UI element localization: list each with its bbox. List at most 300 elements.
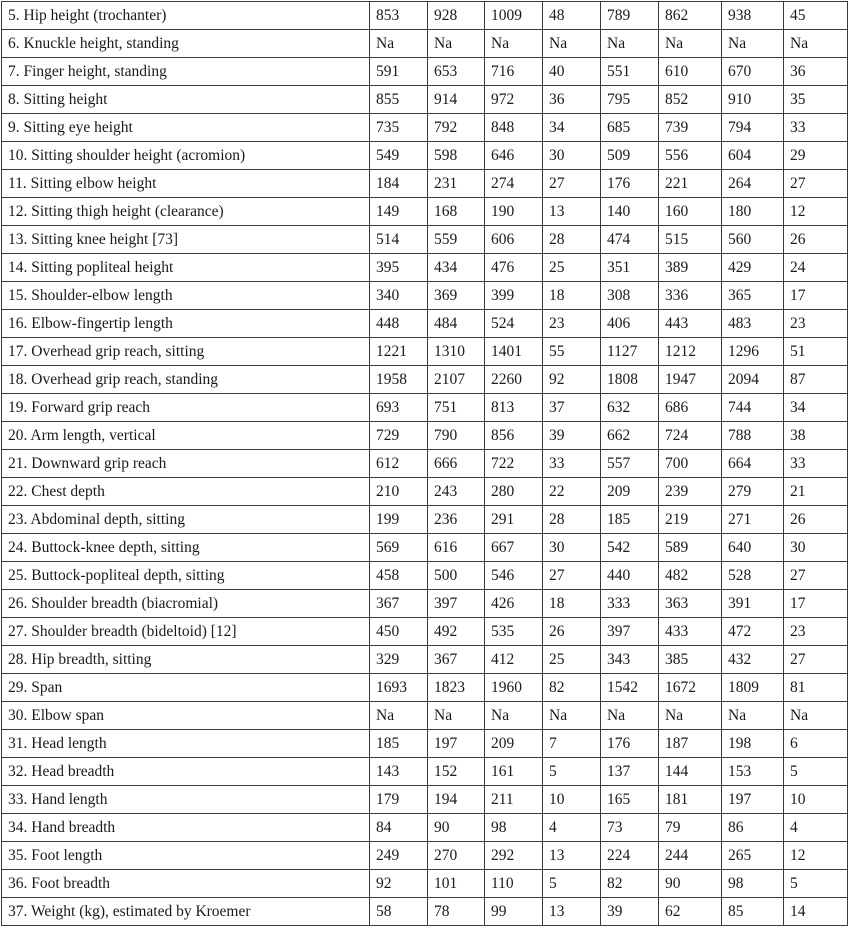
value-cell: 549 (370, 142, 428, 170)
value-cell: 144 (659, 758, 722, 786)
value-cell: 84 (370, 814, 428, 842)
value-cell: 2260 (485, 366, 543, 394)
value-cell: 5 (543, 758, 601, 786)
value-cell: 391 (722, 590, 784, 618)
value-cell: 209 (485, 730, 543, 758)
value-cell: 406 (601, 310, 659, 338)
value-cell: 589 (659, 534, 722, 562)
value-cell: 795 (601, 86, 659, 114)
value-cell: 5 (784, 870, 848, 898)
value-cell: 385 (659, 646, 722, 674)
value-cell: 274 (485, 170, 543, 198)
value-cell: 500 (428, 562, 485, 590)
value-cell: 249 (370, 842, 428, 870)
value-cell: 792 (428, 114, 485, 142)
value-cell: 39 (601, 898, 659, 926)
value-cell: Na (543, 702, 601, 730)
value-cell: 199 (370, 506, 428, 534)
value-cell: 855 (370, 86, 428, 114)
value-cell: 557 (601, 450, 659, 478)
value-cell: 176 (601, 730, 659, 758)
measurement-label: 18. Overhead grip reach, standing (2, 366, 370, 394)
measurement-label: 14. Sitting popliteal height (2, 254, 370, 282)
value-cell: Na (659, 30, 722, 58)
value-cell: 92 (543, 366, 601, 394)
measurement-label: 10. Sitting shoulder height (acromion) (2, 142, 370, 170)
anthropometric-data-table (1, 1, 848, 926)
measurement-label: 16. Elbow-fingertip length (2, 310, 370, 338)
value-cell: 187 (659, 730, 722, 758)
table-row (2, 366, 848, 394)
value-cell: 914 (428, 86, 485, 114)
value-cell: 1947 (659, 366, 722, 394)
measurement-label: 12. Sitting thigh height (clearance) (2, 198, 370, 226)
table-row (2, 394, 848, 422)
value-cell: 744 (722, 394, 784, 422)
value-cell: 181 (659, 786, 722, 814)
value-cell: 910 (722, 86, 784, 114)
value-cell: 340 (370, 282, 428, 310)
value-cell: 143 (370, 758, 428, 786)
value-cell: 25 (543, 646, 601, 674)
value-cell: 210 (370, 478, 428, 506)
table-row (2, 30, 848, 58)
value-cell: 30 (543, 142, 601, 170)
table-row (2, 870, 848, 898)
value-cell: 528 (722, 562, 784, 590)
value-cell: 369 (428, 282, 485, 310)
measurement-label: 20. Arm length, vertical (2, 422, 370, 450)
value-cell: 25 (543, 254, 601, 282)
value-cell: 33 (784, 114, 848, 142)
measurement-label: 17. Overhead grip reach, sitting (2, 338, 370, 366)
measurement-label: 25. Buttock-popliteal depth, sitting (2, 562, 370, 590)
measurement-label: 5. Hip height (trochanter) (2, 2, 370, 30)
value-cell: 82 (601, 870, 659, 898)
value-cell: 666 (428, 450, 485, 478)
value-cell: 1808 (601, 366, 659, 394)
value-cell: 26 (784, 506, 848, 534)
table-row (2, 2, 848, 30)
value-cell: 6 (784, 730, 848, 758)
value-cell: 219 (659, 506, 722, 534)
value-cell: 535 (485, 618, 543, 646)
value-cell: 4 (543, 814, 601, 842)
value-cell: 443 (659, 310, 722, 338)
value-cell: Na (784, 702, 848, 730)
value-cell: 476 (485, 254, 543, 282)
value-cell: 724 (659, 422, 722, 450)
value-cell: 336 (659, 282, 722, 310)
table-body (2, 2, 848, 926)
value-cell: 653 (428, 58, 485, 86)
value-cell: 667 (485, 534, 543, 562)
table-row (2, 898, 848, 926)
table-row (2, 282, 848, 310)
value-cell: 198 (722, 730, 784, 758)
value-cell: 1310 (428, 338, 485, 366)
value-cell: 51 (784, 338, 848, 366)
value-cell: 28 (543, 506, 601, 534)
value-cell: 612 (370, 450, 428, 478)
value-cell: 440 (601, 562, 659, 590)
value-cell: 161 (485, 758, 543, 786)
value-cell: 482 (659, 562, 722, 590)
value-cell: 244 (659, 842, 722, 870)
value-cell: 264 (722, 170, 784, 198)
value-cell: 98 (485, 814, 543, 842)
value-cell: 110 (485, 870, 543, 898)
value-cell: 483 (722, 310, 784, 338)
value-cell: 616 (428, 534, 485, 562)
measurement-label: 13. Sitting knee height [73] (2, 226, 370, 254)
value-cell: 632 (601, 394, 659, 422)
value-cell: 1009 (485, 2, 543, 30)
value-cell: 190 (485, 198, 543, 226)
value-cell: 197 (428, 730, 485, 758)
value-cell: 433 (659, 618, 722, 646)
value-cell: 209 (601, 478, 659, 506)
value-cell: 546 (485, 562, 543, 590)
value-cell: Na (784, 30, 848, 58)
value-cell: 365 (722, 282, 784, 310)
value-cell: 333 (601, 590, 659, 618)
value-cell: 556 (659, 142, 722, 170)
measurement-label: 15. Shoulder-elbow length (2, 282, 370, 310)
measurement-label: 22. Chest depth (2, 478, 370, 506)
value-cell: 397 (601, 618, 659, 646)
table-row (2, 562, 848, 590)
value-cell: 14 (784, 898, 848, 926)
table-row (2, 758, 848, 786)
value-cell: 33 (543, 450, 601, 478)
value-cell: 13 (543, 842, 601, 870)
value-cell: 279 (722, 478, 784, 506)
value-cell: 26 (784, 226, 848, 254)
value-cell: 1542 (601, 674, 659, 702)
value-cell: 18 (543, 590, 601, 618)
value-cell: 265 (722, 842, 784, 870)
value-cell: 399 (485, 282, 543, 310)
value-cell: 18 (543, 282, 601, 310)
value-cell: 33 (784, 450, 848, 478)
value-cell: 5 (784, 758, 848, 786)
value-cell: Na (722, 30, 784, 58)
table-row (2, 170, 848, 198)
value-cell: Na (722, 702, 784, 730)
table-row (2, 338, 848, 366)
value-cell: 856 (485, 422, 543, 450)
value-cell: 1958 (370, 366, 428, 394)
value-cell: 30 (784, 534, 848, 562)
value-cell: 90 (659, 870, 722, 898)
value-cell: 308 (601, 282, 659, 310)
value-cell: 40 (543, 58, 601, 86)
table-row (2, 590, 848, 618)
measurement-label: 28. Hip breadth, sitting (2, 646, 370, 674)
value-cell: 560 (722, 226, 784, 254)
value-cell: 10 (784, 786, 848, 814)
value-cell: 239 (659, 478, 722, 506)
value-cell: 137 (601, 758, 659, 786)
value-cell: 450 (370, 618, 428, 646)
value-cell: 1693 (370, 674, 428, 702)
table-row (2, 114, 848, 142)
value-cell: 30 (543, 534, 601, 562)
measurement-label: 33. Hand length (2, 786, 370, 814)
value-cell: 34 (543, 114, 601, 142)
value-cell: 58 (370, 898, 428, 926)
measurement-label: 27. Shoulder breadth (bideltoid) [12] (2, 618, 370, 646)
value-cell: 751 (428, 394, 485, 422)
value-cell: 412 (485, 646, 543, 674)
table-row (2, 142, 848, 170)
measurement-label: 31. Head length (2, 730, 370, 758)
value-cell: 492 (428, 618, 485, 646)
value-cell: 17 (784, 590, 848, 618)
value-cell: 343 (601, 646, 659, 674)
value-cell: 363 (659, 590, 722, 618)
value-cell: 26 (543, 618, 601, 646)
value-cell: 140 (601, 198, 659, 226)
value-cell: 664 (722, 450, 784, 478)
measurement-label: 9. Sitting eye height (2, 114, 370, 142)
value-cell: 790 (428, 422, 485, 450)
value-cell: 1672 (659, 674, 722, 702)
value-cell: 291 (485, 506, 543, 534)
value-cell: 23 (784, 310, 848, 338)
value-cell: 13 (543, 898, 601, 926)
value-cell: 5 (543, 870, 601, 898)
value-cell: 700 (659, 450, 722, 478)
table-row (2, 422, 848, 450)
value-cell: 29 (784, 142, 848, 170)
value-cell: Na (659, 702, 722, 730)
value-cell: 85 (722, 898, 784, 926)
value-cell: 367 (428, 646, 485, 674)
table-row (2, 478, 848, 506)
value-cell: 23 (543, 310, 601, 338)
value-cell: 271 (722, 506, 784, 534)
value-cell: 99 (485, 898, 543, 926)
table-row (2, 842, 848, 870)
value-cell: 789 (601, 2, 659, 30)
measurement-label: 19. Forward grip reach (2, 394, 370, 422)
value-cell: 729 (370, 422, 428, 450)
value-cell: 686 (659, 394, 722, 422)
value-cell: 90 (428, 814, 485, 842)
table-row (2, 786, 848, 814)
value-cell: 36 (784, 58, 848, 86)
value-cell: 185 (601, 506, 659, 534)
table-row (2, 450, 848, 478)
value-cell: 243 (428, 478, 485, 506)
measurement-label: 6. Knuckle height, standing (2, 30, 370, 58)
value-cell: 149 (370, 198, 428, 226)
value-cell: 4 (784, 814, 848, 842)
value-cell: 176 (601, 170, 659, 198)
value-cell: 55 (543, 338, 601, 366)
value-cell: 716 (485, 58, 543, 86)
value-cell: 101 (428, 870, 485, 898)
value-cell: Na (370, 30, 428, 58)
value-cell: 524 (485, 310, 543, 338)
value-cell: 27 (784, 170, 848, 198)
value-cell: 92 (370, 870, 428, 898)
table-row (2, 86, 848, 114)
value-cell: 73 (601, 814, 659, 842)
value-cell: 10 (543, 786, 601, 814)
value-cell: 37 (543, 394, 601, 422)
value-cell: 852 (659, 86, 722, 114)
value-cell: 48 (543, 2, 601, 30)
value-cell: 2107 (428, 366, 485, 394)
table-row (2, 618, 848, 646)
measurement-label: 29. Span (2, 674, 370, 702)
measurement-label: 7. Finger height, standing (2, 58, 370, 86)
value-cell: Na (485, 30, 543, 58)
value-cell: 280 (485, 478, 543, 506)
value-cell: Na (428, 30, 485, 58)
measurement-label: 26. Shoulder breadth (biacromial) (2, 590, 370, 618)
value-cell: 185 (370, 730, 428, 758)
value-cell: 813 (485, 394, 543, 422)
measurement-label: 23. Abdominal depth, sitting (2, 506, 370, 534)
value-cell: 685 (601, 114, 659, 142)
measurement-label: 35. Foot length (2, 842, 370, 870)
value-cell: 426 (485, 590, 543, 618)
value-cell: 434 (428, 254, 485, 282)
value-cell: 86 (722, 814, 784, 842)
value-cell: 39 (543, 422, 601, 450)
value-cell: 429 (722, 254, 784, 282)
table-row (2, 646, 848, 674)
value-cell: 28 (543, 226, 601, 254)
value-cell: 389 (659, 254, 722, 282)
value-cell: 87 (784, 366, 848, 394)
table-row (2, 702, 848, 730)
value-cell: 270 (428, 842, 485, 870)
value-cell: 1221 (370, 338, 428, 366)
value-cell: 24 (784, 254, 848, 282)
value-cell: Na (370, 702, 428, 730)
measurement-label: 8. Sitting height (2, 86, 370, 114)
value-cell: Na (601, 702, 659, 730)
value-cell: 45 (784, 2, 848, 30)
value-cell: 62 (659, 898, 722, 926)
value-cell: 168 (428, 198, 485, 226)
value-cell: 160 (659, 198, 722, 226)
value-cell: 484 (428, 310, 485, 338)
value-cell: 152 (428, 758, 485, 786)
value-cell: Na (485, 702, 543, 730)
value-cell: 36 (543, 86, 601, 114)
value-cell: 27 (784, 562, 848, 590)
value-cell: 662 (601, 422, 659, 450)
value-cell: 197 (722, 786, 784, 814)
value-cell: Na (601, 30, 659, 58)
value-cell: 432 (722, 646, 784, 674)
value-cell: 606 (485, 226, 543, 254)
table-row (2, 226, 848, 254)
value-cell: 367 (370, 590, 428, 618)
value-cell: 27 (543, 170, 601, 198)
value-cell: 722 (485, 450, 543, 478)
value-cell: 509 (601, 142, 659, 170)
value-cell: 559 (428, 226, 485, 254)
value-cell: 221 (659, 170, 722, 198)
table-row (2, 58, 848, 86)
value-cell: 12 (784, 842, 848, 870)
value-cell: 1401 (485, 338, 543, 366)
measurement-label: 32. Head breadth (2, 758, 370, 786)
value-cell: 474 (601, 226, 659, 254)
value-cell: 351 (601, 254, 659, 282)
value-cell: 292 (485, 842, 543, 870)
value-cell: 670 (722, 58, 784, 86)
measurement-label: 30. Elbow span (2, 702, 370, 730)
table-row (2, 730, 848, 758)
value-cell: 211 (485, 786, 543, 814)
value-cell: 848 (485, 114, 543, 142)
value-cell: 1127 (601, 338, 659, 366)
value-cell: 27 (784, 646, 848, 674)
value-cell: 82 (543, 674, 601, 702)
value-cell: 17 (784, 282, 848, 310)
value-cell: 34 (784, 394, 848, 422)
value-cell: 38 (784, 422, 848, 450)
value-cell: 972 (485, 86, 543, 114)
value-cell: 35 (784, 86, 848, 114)
value-cell: 397 (428, 590, 485, 618)
table-row (2, 506, 848, 534)
value-cell: 739 (659, 114, 722, 142)
value-cell: 591 (370, 58, 428, 86)
measurement-label: 21. Downward grip reach (2, 450, 370, 478)
table-row (2, 534, 848, 562)
value-cell: Na (543, 30, 601, 58)
measurement-label: 34. Hand breadth (2, 814, 370, 842)
value-cell: 598 (428, 142, 485, 170)
value-cell: 693 (370, 394, 428, 422)
value-cell: 79 (659, 814, 722, 842)
value-cell: 794 (722, 114, 784, 142)
value-cell: 938 (722, 2, 784, 30)
value-cell: Na (428, 702, 485, 730)
value-cell: 179 (370, 786, 428, 814)
measurement-label: 36. Foot breadth (2, 870, 370, 898)
value-cell: 1823 (428, 674, 485, 702)
value-cell: 515 (659, 226, 722, 254)
value-cell: 81 (784, 674, 848, 702)
table-row (2, 310, 848, 338)
measurement-label: 24. Buttock-knee depth, sitting (2, 534, 370, 562)
value-cell: 640 (722, 534, 784, 562)
value-cell: 329 (370, 646, 428, 674)
measurement-label: 11. Sitting elbow height (2, 170, 370, 198)
value-cell: 395 (370, 254, 428, 282)
value-cell: 7 (543, 730, 601, 758)
value-cell: 610 (659, 58, 722, 86)
value-cell: 862 (659, 2, 722, 30)
value-cell: 735 (370, 114, 428, 142)
value-cell: 153 (722, 758, 784, 786)
value-cell: 231 (428, 170, 485, 198)
value-cell: 604 (722, 142, 784, 170)
table-row (2, 254, 848, 282)
value-cell: 224 (601, 842, 659, 870)
value-cell: 194 (428, 786, 485, 814)
